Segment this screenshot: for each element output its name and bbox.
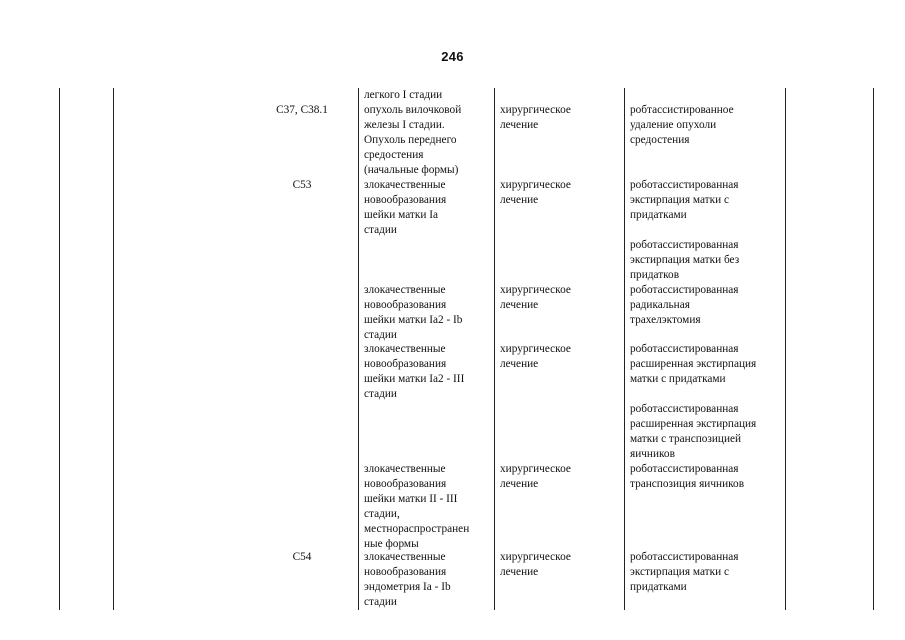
icd-code-cell: C53 <box>292 179 312 191</box>
diagnosis-cell: легкого I стадии <box>364 89 443 101</box>
procedure-cell: роботассистированная расширенная экстирпация матки с транспозицией яичников <box>630 403 757 460</box>
treatment-cell: хирургическое лечение <box>500 104 571 131</box>
icd-code-cell: C37, C38.1 <box>276 104 328 116</box>
procedure-cell: роботассистированная экстирпация матки без придатков <box>630 239 740 281</box>
procedure-cell: роботассистированная радикальная трахелэктомия <box>630 284 739 326</box>
treatment-cell: хирургическое лечение <box>500 551 571 578</box>
diagnosis-cell: опухоль вилочковой железы I стадии. Опухоль переднего средостения (начальные формы) <box>364 104 462 176</box>
column-border <box>358 88 359 610</box>
icd-code-cell: C54 <box>292 551 312 563</box>
diagnosis-cell: злокачественные новообразования шейки матки Ia стадии <box>364 179 447 236</box>
procedure-cell: роботассистированная экстирпация матки с придатками <box>630 179 739 221</box>
diagnosis-cell: злокачественные новообразования шейки матки Ia2 - III стадии <box>364 343 465 400</box>
treatment-cell: хирургическое лечение <box>500 343 571 370</box>
column-border <box>873 88 874 610</box>
procedure-cell: роботассистированная экстирпация матки с придатками <box>630 551 739 593</box>
column-border <box>494 88 495 610</box>
diagnosis-cell: злокачественные новообразования эндометрия Ia - Ib стадии <box>364 551 451 608</box>
column-border <box>113 88 114 610</box>
column-border <box>785 88 786 610</box>
procedure-cell: робтассистированное удаление опухоли средостения <box>630 104 734 146</box>
procedure-cell: роботассистированная транспозиция яичников <box>630 463 745 490</box>
column-border <box>624 88 625 610</box>
treatment-cell: хирургическое лечение <box>500 463 571 490</box>
treatment-cell: хирургическое лечение <box>500 284 571 311</box>
treatment-cell: хирургическое лечение <box>500 179 571 206</box>
page-number: 246 <box>441 49 464 64</box>
procedure-cell: роботассистированная расширенная экстирпация матки с придатками <box>630 343 757 385</box>
diagnosis-cell: злокачественные новообразования шейки матки Ia2 - Ib стадии <box>364 284 463 341</box>
diagnosis-cell: злокачественные новообразования шейки матки II - III стадии, местнораспространен ные формы <box>364 463 470 550</box>
column-border <box>59 88 60 610</box>
